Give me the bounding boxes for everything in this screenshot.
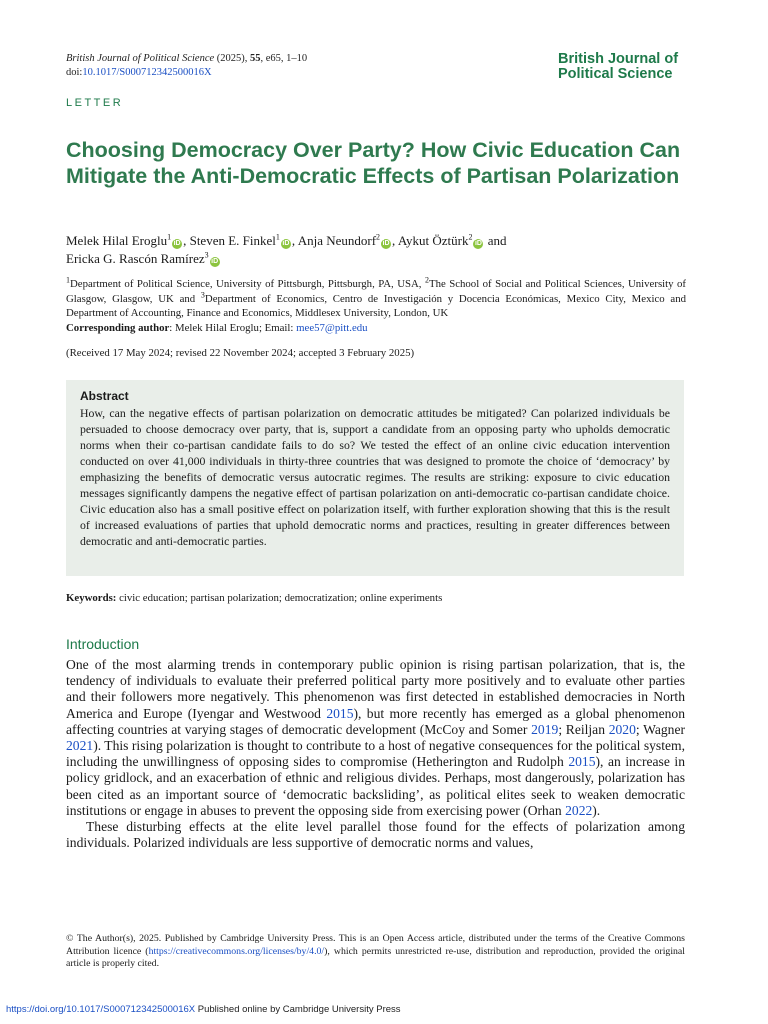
journal-issue-pages: , e65, 1–10 bbox=[260, 53, 308, 64]
author-affiliation-number: 1 bbox=[167, 232, 172, 242]
text-run: One of the most alarming trends in contemporary public opinion is rising partisan polarization, that is, the tendency of individuals to evaluate their preferred political party more positively and to evaluate other parties and their followers more negatively. This phenomenon was first detected in established democracies in North America and Europe (Iyengar and Westwood bbox=[66, 657, 685, 721]
journal-year: (2025), bbox=[214, 53, 251, 64]
affiliation-2: The School of Social and Political Sciences, University of Glasgow, Glasgow, UK and bbox=[66, 278, 686, 305]
journal-citation bbox=[66, 52, 307, 80]
author-name: Anja Neundorf bbox=[297, 233, 377, 248]
license-link[interactable]: https://creativecommons.org/licenses/by/4.0/ bbox=[148, 945, 325, 957]
text-run: ), an increase in policy gridlock, and an exacerbation of ethnic and religious divides. Perhaps, most dangerously, polarization has been cited as an important source of ‘democratic backsliding’, as political elites seek to weaken democratic institutions or engage in abuses to prevent the opposing side from exercising power (Orhan bbox=[66, 754, 685, 818]
introduction-heading: Introduction bbox=[66, 636, 140, 652]
article-title: Choosing Democracy Over Party? How Civic Education Can Mitigate the Anti-Democratic Effects of Partisan Polarization bbox=[66, 138, 681, 188]
author-name: Aykut Öztürk bbox=[397, 233, 469, 248]
keywords-text: civic education; partisan polarization; democratization; online experiments bbox=[116, 592, 443, 604]
orcid-icon[interactable]: iD bbox=[173, 240, 181, 247]
affiliation-number: 1 bbox=[66, 275, 70, 285]
authors-and: and bbox=[487, 233, 507, 248]
citation-link[interactable]: 2015 bbox=[326, 705, 354, 721]
text-run: ). bbox=[592, 802, 601, 818]
author-affiliation-number: 3 bbox=[204, 250, 209, 260]
corresponding-author-label: Corresponding author bbox=[66, 321, 170, 334]
abstract-heading: Abstract bbox=[80, 389, 129, 403]
text-run: ; Reiljan bbox=[558, 721, 609, 737]
author-affiliation-number: 1 bbox=[275, 232, 280, 242]
author-list: Melek Hilal Eroglu$^1$iD , Steven E. Finkel$^1$iD , Anja Neundorf$^2$iD , Aykut Öztürk$^2$iD and Ericka G. Rascón Ramírez$^3$iD bbox=[66, 232, 507, 266]
keywords-label: Keywords: bbox=[66, 592, 117, 604]
license-text: ), which permits unrestricted re-use, distribution and reproduction, provided the original article is properly cited. bbox=[66, 945, 686, 969]
text-run: ; Wagner bbox=[635, 721, 686, 737]
author-name: Ericka G. Rascón Ramírez bbox=[66, 251, 205, 266]
journal-volume: 55 bbox=[250, 53, 261, 64]
paragraph: These disturbing effects at the elite level parallel those found for the effects of polarization among individuals. Polarized individuals are less supportive of democratic norms and values, bbox=[66, 819, 685, 851]
introduction-body bbox=[66, 657, 685, 851]
orcid-icon[interactable]: iD bbox=[474, 240, 482, 247]
brand-line-1: British Journal of bbox=[558, 51, 679, 67]
text-run: ). This rising polarization is thought to contribute to a host of negative consequences for the political system, including the unwillingness of opposing sides to compromise (Hetherington and Rudolph bbox=[66, 738, 685, 770]
footer-doi-link[interactable]: https://doi.org/10.1017/S000712342500016X bbox=[6, 1004, 196, 1015]
article-type: LETTER bbox=[66, 97, 124, 109]
received-dates: (Received 17 May 2024; revised 22 November 2024; accepted 3 February 2025) bbox=[66, 347, 415, 359]
paragraph bbox=[66, 657, 685, 819]
license-text: © The Author(s), 2025. Published by Cambridge University Press. This is an Open Access article, distributed under the terms of the Creative Commons Attribution licence ( bbox=[66, 933, 685, 957]
journal-name: British Journal of Political Science bbox=[66, 53, 215, 64]
corresponding-author-text: : Melek Hilal Eroglu; Email: bbox=[169, 321, 297, 334]
doi-prefix: doi: bbox=[66, 67, 83, 78]
journal-brand-logo bbox=[558, 52, 678, 82]
author-name: Melek Hilal Eroglu bbox=[66, 233, 168, 248]
affiliation-3: Department of Economics, Centro de Investigación y Docencia Económicas, Mexico City, Mexico and Department of Accounting, Finance and Economics, Middlesex University, London, UK bbox=[66, 292, 686, 320]
affiliations bbox=[66, 277, 686, 335]
abstract-text: How, can the negative effects of partisan polarization on democratic attitudes be mitigated? Can polarized individuals be persuaded to choose democracy over party, that is, support a candidate from an opposing party who upholds democratic norms when their co-partisan candidate fails to do so? We tested the effect of an online civic education intervention conducted on over 41,000 individuals in thirty-three countries that was designed to promote the choice of ‘democracy’ by emphasizing the benefits of democratic versus autocratic regimes. The results are striking: exposure to civic education messages significantly dampens the negative effect of partisan polarization on anti-democratic co-partisan candidate choice. Civic education also has a small positive effect on polarization itself, with further exploration showing that this is the result of increased evaluations of parties that uphold democratic norms and practices, resulting in greater differences between democratic and anti-democratic parties. bbox=[80, 406, 670, 548]
license-note bbox=[66, 933, 685, 971]
citation-link[interactable]: 2021 bbox=[66, 738, 94, 754]
doi-link[interactable]: 10.1017/S000712342500016X bbox=[82, 67, 212, 78]
author-affiliation-number: 2 bbox=[376, 232, 381, 242]
citation-link[interactable]: 2015 bbox=[568, 754, 596, 770]
citation-link[interactable]: 2020 bbox=[608, 721, 636, 737]
orcid-icon[interactable]: iD bbox=[282, 240, 290, 247]
affiliation-number: 2 bbox=[424, 275, 429, 285]
affiliation-1: Department of Political Science, University of Pittsburgh, Pittsburgh, PA, USA, bbox=[70, 278, 425, 290]
text-run: ), but more recently has emerged as a global phenomenon affecting countries at varying stages of democratic development (McCoy and Somer bbox=[66, 705, 685, 737]
citation-link[interactable]: 2019 bbox=[531, 721, 559, 737]
brand-line-2: Political Science bbox=[558, 66, 673, 82]
author-affiliation-number: 2 bbox=[468, 232, 473, 242]
affiliation-number: 3 bbox=[200, 290, 205, 299]
orcid-icon[interactable]: iD bbox=[382, 240, 390, 247]
citation-link[interactable]: 2022 bbox=[565, 802, 593, 818]
keywords bbox=[66, 592, 442, 604]
email-link[interactable]: mee57@pitt.edu bbox=[296, 321, 368, 334]
orcid-icon[interactable]: iD bbox=[211, 258, 219, 265]
author-name: Steven E. Finkel bbox=[189, 233, 276, 248]
footer-published: Published online by Cambridge University Press bbox=[195, 1004, 401, 1015]
page-footer bbox=[6, 1004, 401, 1015]
